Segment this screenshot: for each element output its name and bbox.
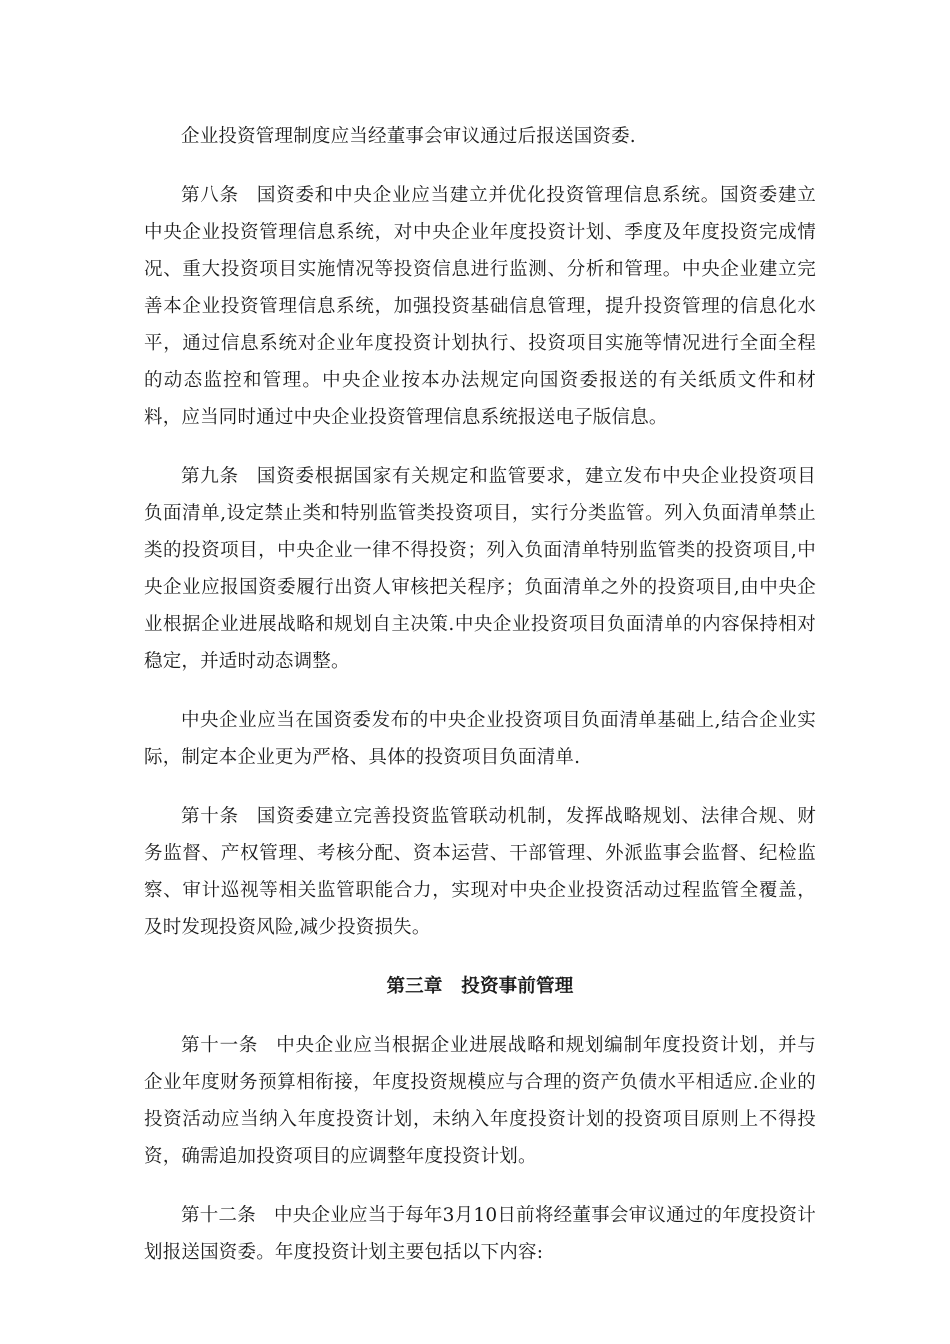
article-number: 第八条 [181,185,239,206]
article-number: 第九条 [181,466,239,487]
paragraph-article-8 [144,177,816,436]
paragraph-text: 国资委根据国家有关规定和监管要求，建立发布中央企业投资项目负面清单,设定禁止类和特别监管类投资项目，实行分类监管。列入负面清单禁止类的投资项目，中央企业一律不得投资；列入负面清单特别监管类的投资项目,中央企业应报国资委履行出资人审核把关程序；负面清单之外的投资项目,由中央企业根据企业进展战略和规划自主决策.中央企业投资项目负面清单的内容保持相对稳定，并适时动态调整。 [144,466,816,672]
document-page [144,118,816,1293]
paragraph-negative-list [144,702,816,776]
paragraph-text: 中央企业应当在国资委发布的中央企业投资项目负面清单基础上,结合企业实际，制定本企业更为严格、具体的投资项目负面清单. [144,710,816,768]
article-number: 第十条 [181,806,239,827]
article-number: 第十一条 [181,1035,259,1056]
article-number: 第十二条 [181,1205,256,1226]
chapter-heading: 第三章 投资事前管理 [386,976,574,997]
paragraph-text: 国资委和中央企业应当建立并优化投资管理信息系统。国资委建立中央企业投资管理信息系统，对中央企业年度投资计划、季度及年度投资完成情况、重大投资项目实施情况等投资信息进行监测、分析和管理。中央企业建立完善本企业投资管理信息系统，加强投资基础信息管理，提升投资管理的信息化水平，通过信息系统对企业年度投资计划执行、投资项目实施等情况进行全面全程的动态监控和管理。中央企业按本办法规定向国资委报送的有关纸质文件和材料，应当同时通过中央企业投资管理信息系统报送电子版信息。 [144,185,816,428]
paragraph-text: 国资委建立完善投资监管联动机制，发挥战略规划、法律合规、财务监督、产权管理、考核分配、资本运营、干部管理、外派监事会监督、纪检监察、审计巡视等相关监管职能合力，实现对中央企业投资活动过程监管全覆盖，及时发现投资风险,减少投资损失。 [144,806,816,938]
paragraph-investment-policy [144,118,816,155]
paragraph-article-12 [144,1197,816,1271]
paragraph-article-10 [144,798,816,946]
paragraph-text: 中央企业应当根据企业进展战略和规划编制年度投资计划，并与企业年度财务预算相衔接，年度投资规模应与合理的资产负债水平相适应.企业的投资活动应当纳入年度投资计划，未纳入年度投资计划的投资项目原则上不得投资，确需追加投资项目的应调整年度投资计划。 [144,1035,816,1167]
paragraph-article-9 [144,458,816,680]
paragraph-article-11 [144,1027,816,1175]
paragraph-text: 中央企业应当于每年3月10日前将经董事会审议通过的年度投资计划报送国资委。年度投资计划主要包括以下内容: [144,1205,816,1263]
paragraph-text: 企业投资管理制度应当经董事会审议通过后报送国资委. [181,126,636,147]
